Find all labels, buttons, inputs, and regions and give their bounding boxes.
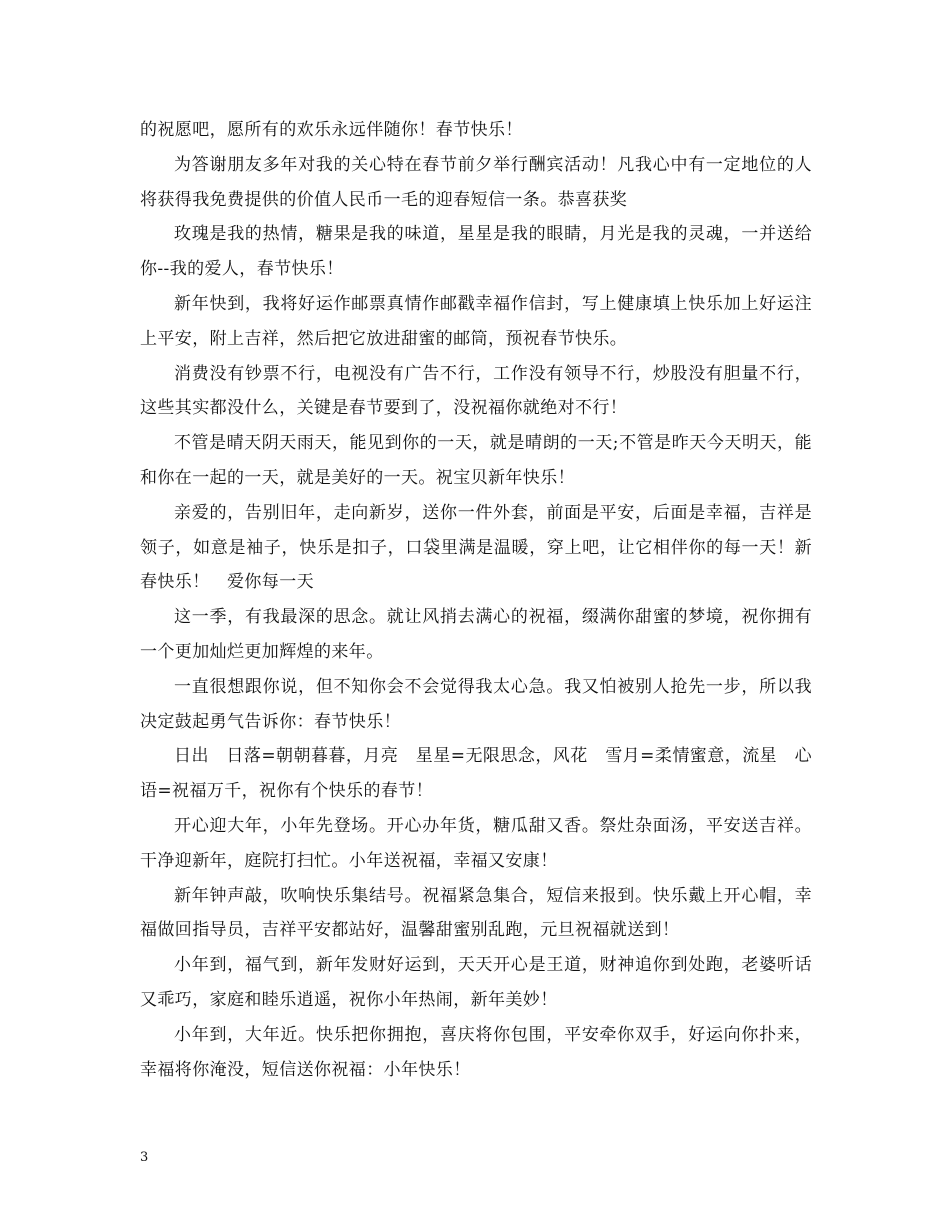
paragraph: 亲爱的，告别旧年，走向新岁，送你一件外套，前面是平安，后面是幸福，吉祥是领子，如意是袖子，快乐是扣子，口袋里满是温暖，穿上吧，让它相伴你的每一天！新春快乐！ 爱你每一天 bbox=[140, 502, 812, 593]
paragraph: 消费没有钞票不行，电视没有广告不行，工作没有领导不行，炒股没有胆量不行，这些其实都没什么，关键是春节要到了，没祝福你就绝对不行！ bbox=[140, 363, 812, 419]
paragraph: 这一季，有我最深的思念。就让风捎去满心的祝福，缀满你甜蜜的梦境，祝你拥有一个更加灿烂更加辉煌的来年。 bbox=[140, 607, 812, 662]
paragraph: 为答谢朋友多年对我的关心特在春节前夕举行酬宾活动！凡我心中有一定地位的人将获得我免费提供的价值人民币一毛的迎春短信一条。恭喜获奖 bbox=[140, 154, 812, 210]
body-text bbox=[140, 113, 812, 1087]
paragraph: 一直很想跟你说，但不知你会不会觉得我太心急。我又怕被别人抢先一步，所以我决定鼓起勇气告诉你：春节快乐！ bbox=[140, 676, 812, 732]
paragraph: 新年快到，我将好运作邮票真情作邮戳幸福作信封，写上健康填上快乐加上好运注上平安，附上吉祥，然后把它放进甜蜜的邮筒，预祝春节快乐。 bbox=[140, 293, 812, 349]
paragraph: 的祝愿吧，愿所有的欢乐永远伴随你！春节快乐！ bbox=[140, 120, 523, 140]
paragraph: 新年钟声敲，吹响快乐集结号。祝福紧急集合，短信来报到。快乐戴上开心帽，幸福做回指导员，吉祥平安都站好，温馨甜蜜别乱跑，元旦祝福就送到！ bbox=[140, 885, 812, 941]
paragraph: 日出 日落=朝朝暮暮，月亮 星星=无限思念，风花 雪月=柔情蜜意，流星 心语=祝福万千，祝你有个快乐的春节！ bbox=[140, 746, 812, 802]
paragraph: 不管是晴天阴天雨天，能见到你的一天，就是晴朗的一天;不管是昨天今天明天，能和你在一起的一天，就是美好的一天。祝宝贝新年快乐！ bbox=[140, 433, 812, 488]
paragraph: 开心迎大年，小年先登场。开心办年货，糖瓜甜又香。祭灶杂面汤，平安送吉祥。干净迎新年，庭院打扫忙。小年送祝福，幸福又安康！ bbox=[140, 815, 812, 871]
page-number: 3 bbox=[140, 1150, 149, 1165]
paragraph: 小年到，福气到，新年发财好运到，天天开心是王道，财神追你到处跑，老婆听话又乖巧，家庭和睦乐逍遥，祝你小年热闹，新年美妙！ bbox=[140, 955, 812, 1010]
paragraph: 玫瑰是我的热情，糖果是我的味道，星星是我的眼睛，月光是我的灵魂，一并送给你--我的爱人，春节快乐！ bbox=[140, 224, 812, 280]
paragraph: 小年到，大年近。快乐把你拥抱，喜庆将你包围，平安牵你双手，好运向你扑来，幸福将你淹没，短信送你祝福：小年快乐！ bbox=[140, 1024, 812, 1080]
